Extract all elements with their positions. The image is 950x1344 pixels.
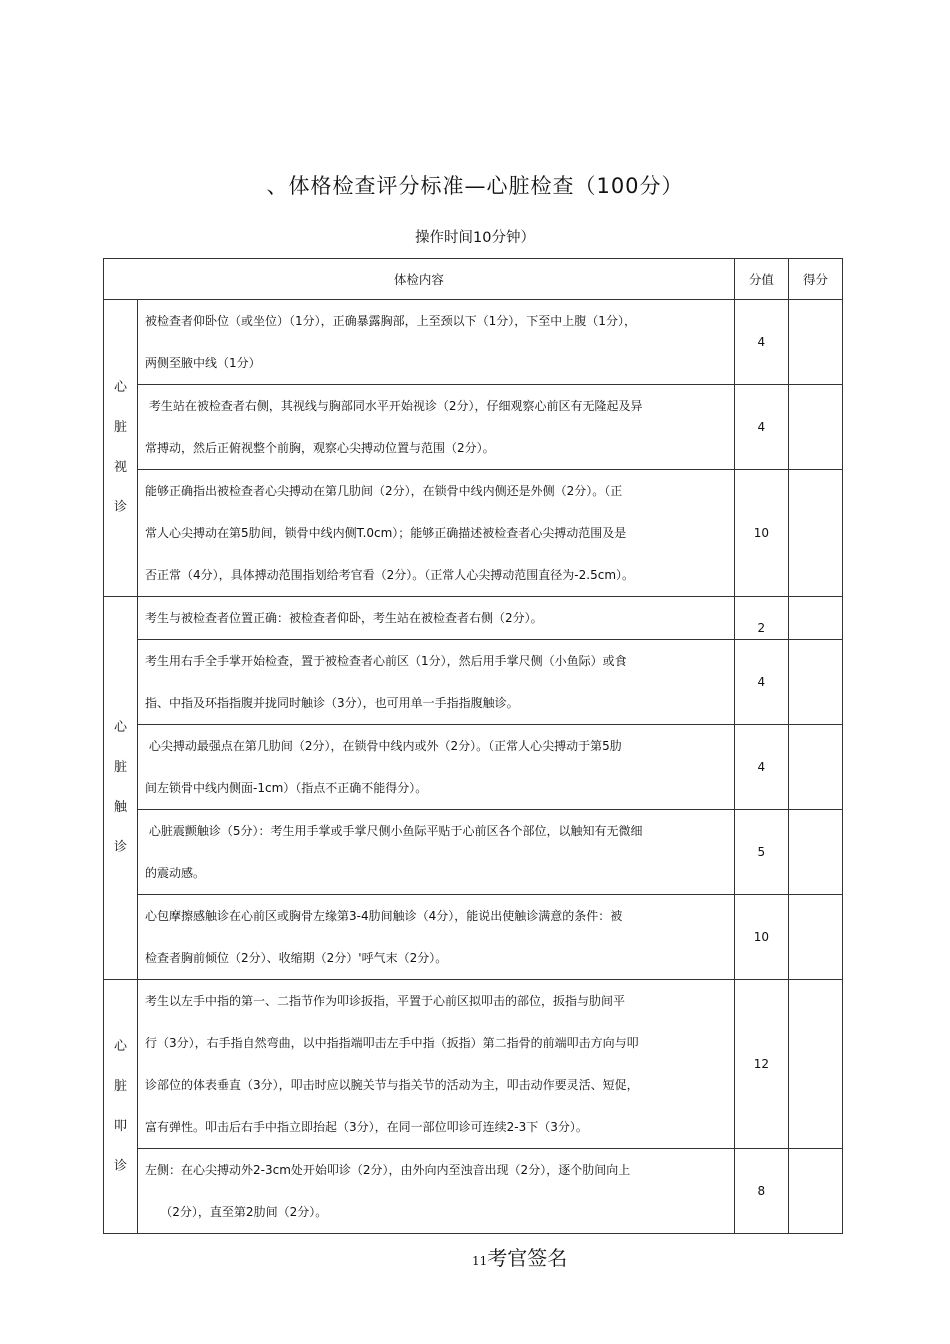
content-line: 检查者胸前倾位（2分）、收缩期（2分）'呼气末（2分）。 bbox=[145, 951, 448, 965]
table-row bbox=[104, 895, 843, 980]
content-line: 考生站在被检查者右侧，其视线与胸部同水平开始视诊（2分），仔细观察心前区有无隆起及异 bbox=[145, 399, 643, 413]
score-input-cell[interactable] bbox=[788, 980, 842, 1149]
content-line: 否正常（4分），具体搏动范围指划给考官看（2分）。（正常人心尖搏动范围直径为-2.5cm）。 bbox=[145, 568, 635, 582]
section-category bbox=[104, 980, 138, 1234]
content-line: 指、中指及环指指腹并拢同时触诊（3分），也可用单一手指指腹触诊。 bbox=[145, 696, 519, 710]
category-char: 视 bbox=[114, 460, 128, 475]
scoring-table bbox=[103, 258, 843, 1234]
page-subtitle: 操作时间10分钟） bbox=[415, 230, 535, 246]
category-char: 心 bbox=[114, 1038, 128, 1054]
header-content: 体检内容 bbox=[104, 259, 735, 300]
score-input-cell[interactable] bbox=[788, 300, 842, 385]
content-line: 行（3分），右手指自然弯曲，以中指指端叩击左手中指（扳指）第二指骨的前端叩击方向与叩 bbox=[145, 1036, 639, 1050]
content-line: 考生以左手中指的第一、二指节作为叩诊扳指，平置于心前区拟叩击的部位，扳指与肋间平 bbox=[145, 994, 626, 1008]
score-input-cell[interactable] bbox=[788, 1149, 842, 1234]
content-line: 考生与被检查者位置正确：被检查者仰卧，考生站在被检查者右侧（2分）。 bbox=[145, 611, 543, 625]
content-line: 常搏动，然后正俯视整个前胸，观察心尖搏动位置与范围（2分）。 bbox=[145, 441, 495, 455]
category-char: 心 bbox=[114, 380, 128, 395]
category-char: 诊 bbox=[114, 840, 128, 855]
content-line: 心脏震颤触诊（5分）：考生用手掌或手掌尺侧小鱼际平贴于心前区各个部位，以触知有无微细 bbox=[145, 824, 643, 838]
item-content bbox=[138, 725, 735, 810]
item-value: 4 bbox=[734, 385, 788, 470]
item-content bbox=[138, 300, 735, 385]
content-line: 的震动感。 bbox=[145, 866, 206, 880]
table-row bbox=[104, 725, 843, 810]
table-row bbox=[104, 980, 843, 1149]
content-line: 被检查者仰卧位（或坐位）（1分），正确暴露胸部，上至颈以下（1分），下至中上腹（1分）， bbox=[145, 314, 636, 328]
section-category bbox=[104, 300, 138, 597]
table-row bbox=[104, 385, 843, 470]
item-content bbox=[138, 597, 735, 640]
item-content bbox=[138, 470, 735, 597]
category-char: 诊 bbox=[114, 500, 128, 515]
item-value: 10 bbox=[734, 895, 788, 980]
content-line: 间左锁骨中线内侧面-1cm）（指点不正确不能得分）。 bbox=[145, 781, 428, 795]
score-input-cell[interactable] bbox=[788, 385, 842, 470]
content-line: （2分），直至第2肋间（2分）。 bbox=[145, 1205, 328, 1219]
score-input-cell[interactable] bbox=[788, 640, 842, 725]
item-value: 4 bbox=[734, 725, 788, 810]
page-title: 、体格检查评分标准—心脏检查（100分） bbox=[266, 174, 684, 198]
category-char: 心 bbox=[114, 720, 128, 735]
table-row bbox=[104, 300, 843, 385]
content-line: 心包摩擦感触诊在心前区或胸骨左缘第3-4肋间触诊（4分），能说出使触诊满意的条件：被 bbox=[145, 909, 623, 923]
item-value: 8 bbox=[734, 1149, 788, 1234]
table-row bbox=[104, 470, 843, 597]
category-char: 脏 bbox=[114, 420, 128, 435]
category-char: 诊 bbox=[114, 1158, 128, 1174]
item-value: 10 bbox=[734, 470, 788, 597]
content-line: 能够正确指出被检查者心尖搏动在第几肋间（2分），在锁骨中线内侧还是外侧（2分）。（正 bbox=[145, 484, 623, 498]
content-line: 富有弹性。叩击后右手中指立即抬起（3分），在同一部位叩诊可连续2-3下（3分）。 bbox=[145, 1120, 588, 1134]
item-content bbox=[138, 640, 735, 725]
category-char: 脏 bbox=[114, 760, 128, 775]
item-content bbox=[138, 895, 735, 980]
item-value: 4 bbox=[734, 640, 788, 725]
score-input-cell[interactable] bbox=[788, 810, 842, 895]
table-header-row bbox=[104, 259, 843, 300]
score-input-cell[interactable] bbox=[788, 725, 842, 810]
category-char: 触 bbox=[114, 800, 128, 815]
score-input-cell[interactable] bbox=[788, 895, 842, 980]
item-content bbox=[138, 810, 735, 895]
item-value: 12 bbox=[734, 980, 788, 1149]
item-content bbox=[138, 385, 735, 470]
category-char: 叩 bbox=[114, 1118, 128, 1134]
category-char: 脏 bbox=[114, 1078, 128, 1094]
table-row bbox=[104, 640, 843, 725]
header-value: 分值 bbox=[734, 259, 788, 300]
score-input-cell[interactable] bbox=[788, 597, 842, 640]
content-line: 诊部位的体表垂直（3分），叩击时应以腕关节与指关节的活动为主，叩击动作要灵活、短促， bbox=[145, 1078, 639, 1092]
content-line: 考生用右手全手掌开始检查，置于被检查者心前区（1分），然后用手掌尺侧（小鱼际）或食 bbox=[145, 654, 627, 668]
score-input-cell[interactable] bbox=[788, 470, 842, 597]
examiner-signature bbox=[472, 1242, 567, 1271]
content-line: 左侧：在心尖搏动外2-3cm处开始叩诊（2分），由外向内至浊音出现（2分），逐个肋间向上 bbox=[145, 1163, 631, 1177]
table-row bbox=[104, 810, 843, 895]
page-number: 11 bbox=[472, 1254, 488, 1268]
item-content bbox=[138, 1149, 735, 1234]
item-value: 5 bbox=[734, 810, 788, 895]
signature-label: 考官签名 bbox=[487, 1246, 568, 1270]
section-category bbox=[104, 597, 138, 980]
item-content bbox=[138, 980, 735, 1149]
table-row bbox=[104, 1149, 843, 1234]
content-line: 常人心尖搏动在第5肋间，锁骨中线内侧T.0cm）；能够正确描述被检查者心尖搏动范围及是 bbox=[145, 526, 627, 540]
item-value: 2 bbox=[734, 597, 788, 640]
content-line: 两侧至腋中线（1分） bbox=[145, 356, 261, 370]
table-row bbox=[104, 597, 843, 640]
item-value: 4 bbox=[734, 300, 788, 385]
content-line: 心尖搏动最强点在第几肋间（2分），在锁骨中线内或外（2分）。（正常人心尖搏动于第5肋 bbox=[145, 739, 622, 753]
header-score: 得分 bbox=[788, 259, 842, 300]
